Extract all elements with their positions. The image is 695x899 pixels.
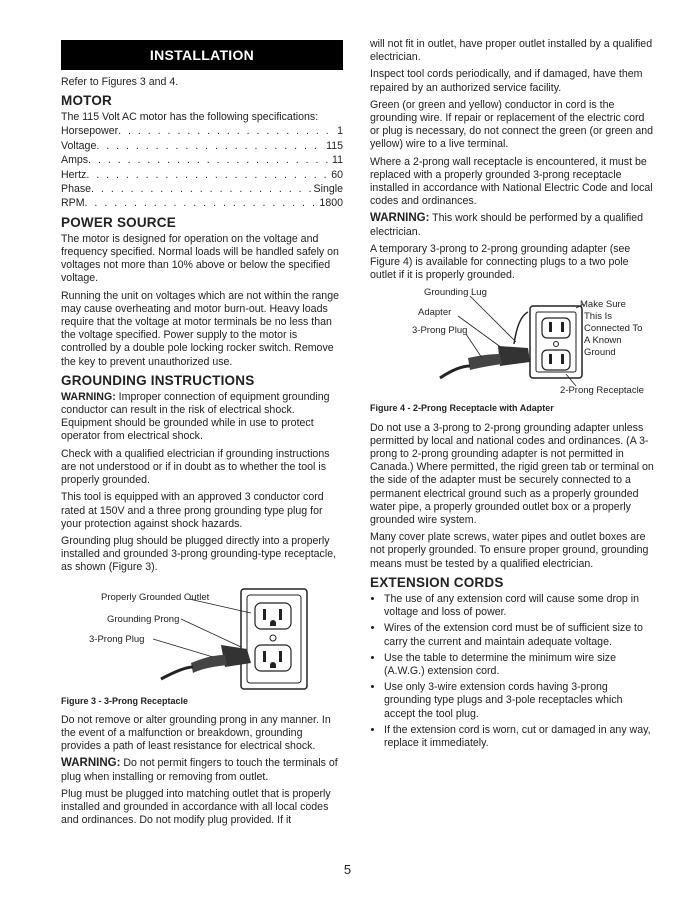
right-p5: A temporary 3-prong to 2-prong grounding adapter (see Figure 4) is available for connecting plugs to a two pole outlet if it is properly grounded.	[370, 242, 631, 282]
spec-value: 115	[326, 139, 343, 152]
fig4-label-receptacle: 2-Prong Receptacle	[560, 385, 644, 397]
power-p1: The motor is designed for operation on the voltage and frequency specified. Normal loads will be handled safely on voltages not more than 10% above or below the specified voltage.	[61, 232, 339, 285]
fig4-label-connected: Connected To	[584, 323, 643, 335]
list-item: • Wires of the extension cord must be of sufficient size to carry the current and maintain adequate voltage.	[384, 622, 654, 648]
fig3-label-plug: 3-Prong Plug	[89, 633, 145, 645]
spec-row	[61, 196, 343, 210]
spec-row	[61, 153, 343, 167]
right-p7: Many cover plate screws, water pipes and outlet boxes are not properly grounded. To ensure proper ground, grounding means must be tested by a qualified electrician.	[370, 531, 649, 570]
warning-text: This work should be performed by a qualified electrician.	[370, 212, 643, 238]
list-item: • Use only 3-wire extension cords having 3-prong grounding type plugs and 3-pole receptacles which accept the tool plug.	[384, 681, 654, 721]
fig4-label-adapter: Adapter	[418, 307, 452, 319]
right-p4: Where a 2-prong wall receptacle is encountered, it must be replaced with a properly grounded 3-prong receptacle installed in accordance with National Electric Code and local codes and ordinances.	[370, 155, 653, 208]
motor-specs	[61, 124, 343, 210]
fig3-label-outlet: Properly Grounded Outlet	[101, 591, 210, 603]
warning-label: WARNING:	[370, 212, 430, 225]
warning-label: WARNING:	[61, 757, 121, 770]
figure-3	[61, 583, 343, 691]
spec-key: Voltage	[61, 139, 97, 152]
spec-row	[61, 168, 343, 182]
grounding-p3: Grounding plug should be plugged directly into a properly installed and grounded 3-prong grounding-type receptacle, as shown (Figure 3).	[61, 534, 337, 574]
motor-heading: MOTOR	[61, 93, 112, 109]
motor-text: The 115 Volt AC motor has the following specifications:	[61, 111, 319, 124]
grounding-warning-2	[61, 757, 343, 783]
list-item: • The use of any extension cord will cause some drop in voltage and loss of power.	[384, 593, 654, 619]
fig4-label-make-sure: Make Sure	[580, 299, 626, 311]
right-p2: Inspect tool cords periodically, and if damaged, have them repaired by an authorized service facility.	[370, 68, 643, 94]
spec-key: RPM	[61, 197, 85, 210]
spec-key: Hertz	[61, 168, 87, 181]
warning-label: WARNING:	[61, 390, 116, 403]
figure-3-caption: Figure 3 - 3-Prong Receptacle	[61, 695, 189, 706]
spec-value: 60	[331, 168, 343, 181]
grounding-p4: Do not remove or alter grounding prong in any manner. In the event of a malfunction or breakdown, grounding provides a path of least resistance for electrical shock.	[61, 713, 331, 753]
spec-value: Single	[313, 183, 343, 196]
spec-row	[61, 139, 343, 153]
right-p3: Green (or green and yellow) conductor in cord is the grounding wire. If repair or replacement of the electric cord or plug is necessary, do not connect the green (or green and yellow) wire to a live terminal.	[370, 98, 654, 151]
spec-value: 1800	[319, 197, 343, 210]
spec-key: Amps	[61, 154, 89, 167]
grounding-p1: Check with a qualified electrician if grounding instructions are not understood or if in doubt as to whether the tool is properly grounded.	[61, 447, 330, 487]
extension-list	[370, 593, 654, 750]
fig4-label-lug: Grounding Lug	[424, 287, 487, 299]
right-p6: Do not use a 3-prong to 2-prong grounding adapter unless permitted by local and national codes and ordinances. (A 3-prong to 2-prong grounding adapter is not permitted in Canada.) Where permitted, the rigid green tab or terminal on the side of the adapter must be securely connected to a permanent electrical ground such as a properly grounded water pipe, a properly grounded outlet box or a properly grounded wire system.	[370, 421, 654, 527]
figure-4-caption: Figure 4 - 2-Prong Receptacle with Adapter	[370, 403, 554, 414]
power-heading: POWER SOURCE	[61, 214, 176, 230]
right-p1: will not fit in outlet, have proper outlet installed by a qualified electrician.	[370, 38, 653, 64]
spec-row	[61, 182, 343, 196]
warning-text: Do not permit fingers to touch the terminals of plug when installing or removing from outlet.	[61, 757, 338, 783]
fig4-label-plug: 3-Prong Plug	[412, 325, 468, 337]
intro-text: Refer to Figures 3 and 4.	[61, 76, 179, 88]
power-p2: Running the unit on voltages which are not within the range may cause overheating and motor burn-out. Heavy loads require that the voltage at motor terminals be no less than the voltage specified. Power supply to the motor is controlled by a double pole locking rocker switch. Remove the key to prevent unauthorized use.	[61, 289, 339, 368]
list-item: • If the extension cord is worn, cut or damaged in any way, replace it immediately.	[384, 724, 654, 750]
extension-heading: EXTENSION CORDS	[370, 574, 504, 590]
spec-value: 11	[332, 154, 343, 167]
fig4-label-this-is: This Is	[584, 311, 612, 323]
list-item: • Use the table to determine the minimum wire size (A.W.G.) extension cord.	[384, 652, 654, 678]
page-number: 5	[343, 862, 352, 877]
figure-4	[370, 286, 654, 398]
right-column	[370, 38, 654, 753]
grounding-p5: Plug must be plugged into matching outlet that is properly installed and grounded in accordance with all local codes and ordinances. Do not modify plug provided. If it	[61, 787, 331, 827]
fig4-label-ground: Ground	[584, 347, 616, 359]
section-banner: INSTALLATION	[61, 40, 343, 70]
left-column	[61, 40, 343, 831]
spec-value: 1	[337, 125, 343, 138]
spec-key: Phase	[61, 183, 92, 196]
spec-key: Horsepower	[61, 125, 119, 138]
spec-row	[61, 124, 343, 138]
fig3-label-prong: Grounding Prong	[107, 613, 180, 625]
warning-text: Improper connection of equipment grounding conductor can result in the risk of electrical shock. Equipment should be grounded while in use to protect operator from electrical shock.	[61, 390, 330, 443]
fig4-label-known: A Known	[584, 335, 622, 347]
right-warning	[370, 212, 654, 238]
grounding-warning	[61, 391, 343, 444]
grounding-heading: GROUNDING INSTRUCTIONS	[61, 372, 255, 388]
grounding-p2: This tool is equipped with an approved 3 conductor cord rated at 150V and a three prong grounding type plug for your protection against shock hazards.	[61, 491, 324, 530]
